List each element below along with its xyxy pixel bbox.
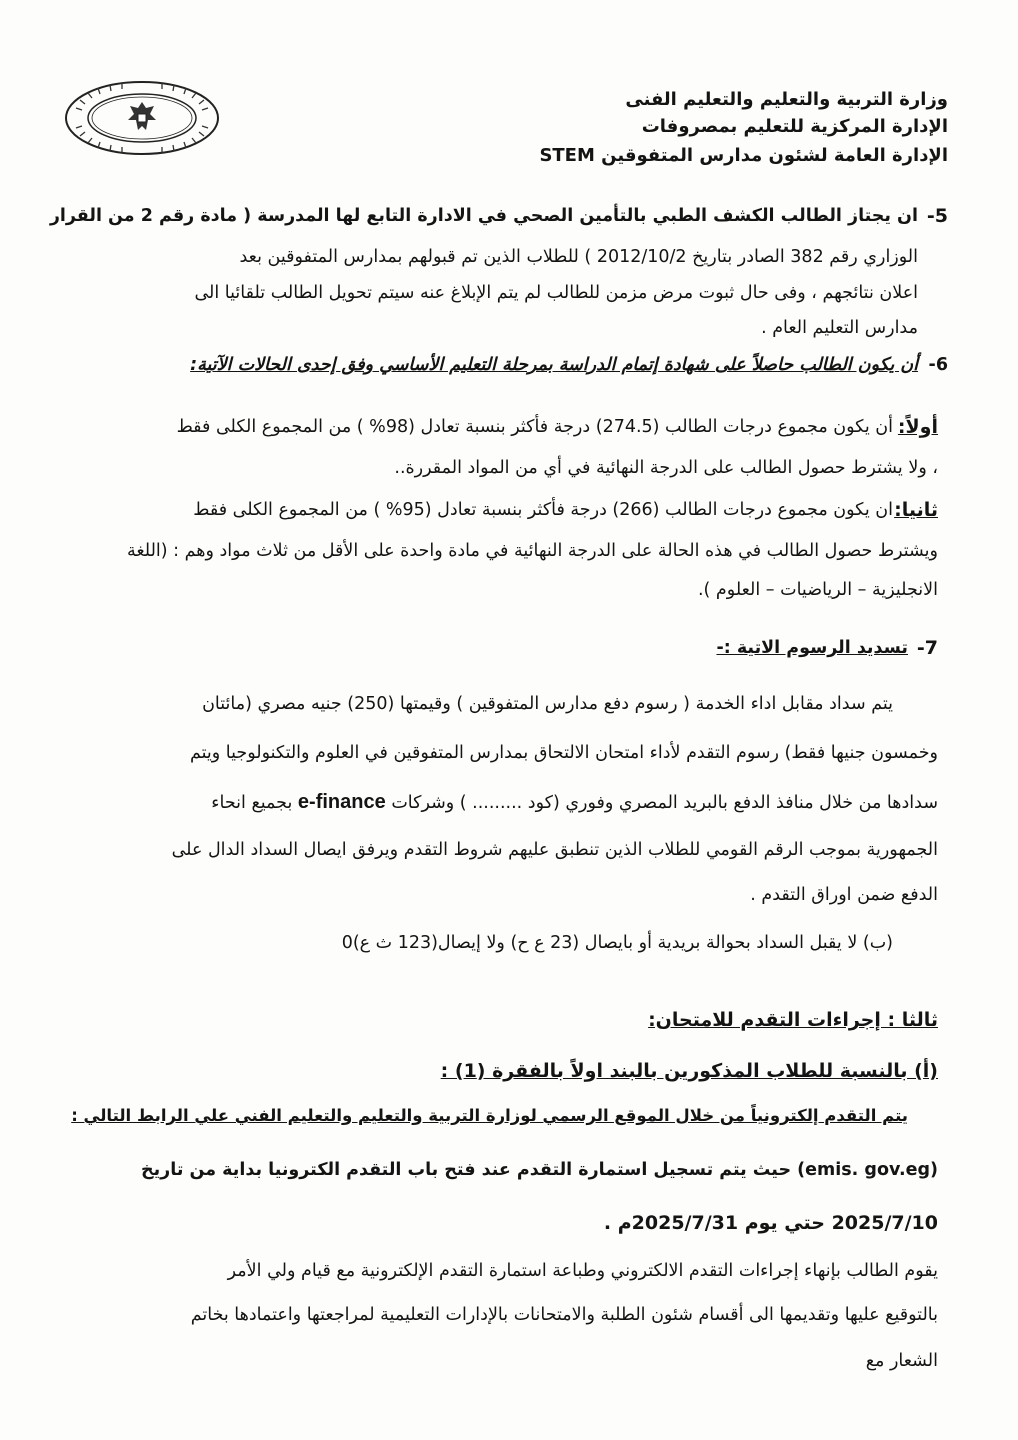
case2-label: ثانيا: [894,499,938,521]
case2-line2: ويشترط حصول الطالب في هذه الحالة على الدرجة النهائية في مادة واحدة على الأقل من ثلاث مواد وهم : (اللغة [126,541,938,561]
header-ministry: وزارة التربية والتعليم والتعليم الفنى [625,89,948,110]
item7-number: 7- [916,637,938,659]
efinance-brand: e-finance [297,791,386,813]
header-general-admin: الإدارة العامة لشئون مدارس المتفوقين STEM [539,145,948,166]
item7-title: تسديد الرسوم الاتية :- [716,638,908,658]
section3-title: ثالثا : إجراءات التقدم للامتحان: [648,1009,938,1031]
case2-line3: الانجليزية – الرياضيات – العلوم ). [697,580,938,600]
item6-number: 6- [928,355,948,375]
section3-para-line3: الشعار مع [865,1351,938,1371]
item5-line1: ان يجتاز الطالب الكشف الطبي بالتأمين الصحي في الادارة التابع لها المدرسة ( مادة رقم 2 من القرار [49,206,918,226]
item5-line3: اعلان نتائجهم ، وفى حال ثبوت مرض مزمن للطالب لم يتم الإبلاغ عنه سيتم تحويل الطالب تلقائيا الى [194,283,918,303]
case1-line2: ، ولا يشترط حصول الطالب على الدرجة النهائية في أي من المواد المقررة.. [394,458,938,478]
item7-line3-part2: بجميع انحاء [211,793,293,813]
section3-dates-line: 2025/7/10 حتي يوم 2025/7/31م . [603,1212,938,1234]
ministry-seal-logo [62,78,222,158]
section3-para-line2: بالتوقيع عليها وتقديمها الى أقسام شئون الطلبة والامتحانات بالإدارات التعليمية لمراجعتها واعتمادها بخاتم [190,1305,938,1325]
item5-line4: مدارس التعليم العام . [761,318,918,338]
header-central-admin: الإدارة المركزية للتعليم بمصروفات [641,116,948,137]
item7-line3 [211,789,938,816]
item6-title: أن يكون الطالب حاصلاً على شهادة إتمام الدراسة بمرحلة التعليم الأساسي وفق إحدى الحالات الآتية: [190,355,918,375]
item7-line3-part1: سدادها من خلال منافذ الدفع بالبريد المصري وفوري (كود ......... ) وشركات [391,793,938,813]
case1-label: أولاً: [897,416,938,438]
section3-online: يتم التقدم إلكترونياً من خلال الموقع الرسمي لوزارة التربية والتعليم والتعليم الفني علي الرابط التالي : [71,1106,908,1125]
case1-line1: أن يكون مجموع درجات الطالب (274.5) درجة فأكثر بنسبة تعادل (98% ) من المجموع الكلى فقط [176,417,893,437]
section3-link-line: (emis. gov.eg) حيث يتم تسجيل استمارة التقدم عند فتح باب التقدم الكترونيا بداية من تاريخ [141,1160,938,1180]
item7-line4: الجمهورية بموجب الرقم القومي للطلاب الذين تنطبق عليهم شروط التقدم ويرفق ايصال السداد الدال على [171,840,938,860]
item7-line1: يتم سداد مقابل اداء الخدمة ( رسوم دفع مدارس المتفوقين ) وقيمتها (250) جنيه مصري (مائتان [202,694,893,714]
item7-line5: الدفع ضمن اوراق التقدم . [750,885,938,905]
item5-number: 5- [926,205,948,227]
item7-line2: وخمسون جنيها فقط) رسوم التقدم لأداء امتحان الالتحاق بمدارس المتفوقين في العلوم والتكنولوجيا ويتم [189,743,938,763]
section3-para-line1: يقوم الطالب بإنهاء إجراءات التقدم الالكتروني وطباعة استمارة التقدم الإلكترونية مع قيام ولي الأمر [227,1261,938,1281]
item5-line2: الوزاري رقم 382 الصادر بتاريخ 2012/10/2 ) للطلاب الذين تم قبولهم بمدارس المتفوقين بعد [239,247,918,267]
case2-line1: ان يكون مجموع درجات الطالب (266) درجة فأكثر بنسبة تعادل (95% ) من المجموع الكلى فقط [193,500,893,520]
item7-note: (ب) لا يقبل السداد بحوالة بريدية أو بايصال (23 ع ح) ولا إيصال(123 ث ع)0 [341,933,893,953]
section3-sub-a: (أ) بالنسبة للطلاب المذكورين بالبند اولاً بالفقرة (1) : [440,1060,938,1082]
